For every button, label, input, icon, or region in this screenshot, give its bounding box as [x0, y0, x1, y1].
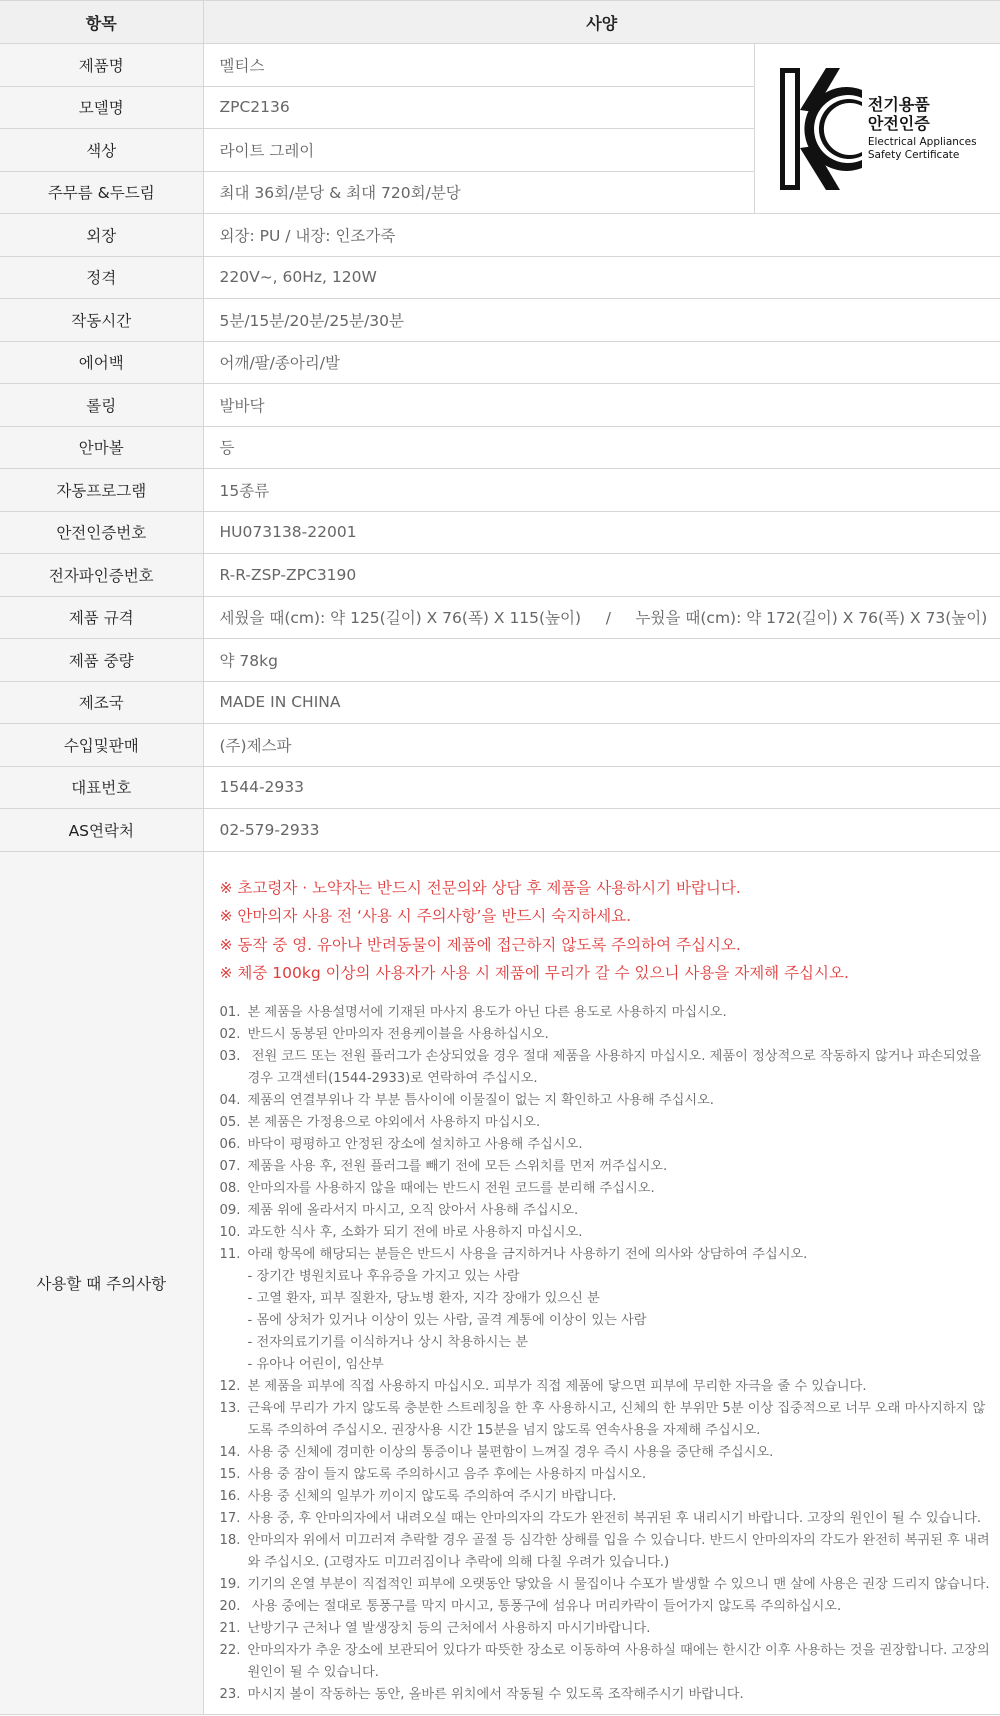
list-item [220, 1200, 991, 1222]
note-number: 08. [219, 1180, 241, 1196]
note-number: 14. [219, 1444, 241, 1460]
warning-item: ※ 안마의자 사용 전 ‘사용 시 주의사항’을 반드시 숙지하세요. [219, 907, 632, 925]
note-text: 근육에 무리가 가지 않도록 충분한 스트레칭을 한 후 사용하시고, 신체의 한 부위만 5분 이상 집중적으로 너무 오래 마사지하지 않도록 주의하여 주십시오. 권장사용 시간 15분을 넘지 않도록 연속사용을 자제해 주십시오. [247, 1400, 986, 1438]
caution-body [203, 851, 1000, 1714]
row-label: 전자파인증번호 [0, 554, 203, 597]
list-item [220, 1178, 991, 1200]
list-item [220, 1508, 991, 1530]
list-item [220, 1596, 991, 1618]
row-value: 5분/15분/20분/25분/30분 [203, 299, 1000, 342]
row-label: 제품 규격 [0, 596, 203, 639]
row-label: AS연락처 [0, 809, 203, 852]
table-row [0, 596, 1000, 639]
list-item [220, 1486, 991, 1508]
table-row [0, 681, 1000, 724]
note-number: 19. [219, 1576, 241, 1592]
note-text: 사용 중 잠이 들지 않도록 주의하시고 음주 후에는 사용하지 마십시오. [247, 1466, 647, 1482]
row-value: ZPC2136 [203, 86, 754, 129]
row-label: 제품 중량 [0, 639, 203, 682]
table-row [0, 341, 1000, 384]
row-value: 등 [203, 426, 1000, 469]
table-row [0, 214, 1000, 257]
table-row [0, 44, 1000, 87]
row-label: 제품명 [0, 44, 203, 87]
note-number: 10. [219, 1224, 241, 1240]
table-row [0, 511, 1000, 554]
note-text: 전원 코드 또는 전원 플러그가 손상되었을 경우 절대 제품을 사용하지 마십시오. 제품이 정상적으로 작동하지 않거나 파손되었을 경우 고객센터(1544-2933)로 연락하여 주십시오. [247, 1048, 986, 1086]
row-value: 15종류 [203, 469, 1000, 512]
note-text: 제품을 사용 후, 전원 플러그를 빼기 전에 모든 스위치를 먼저 꺼주십시오. [247, 1158, 668, 1174]
note-text: 반드시 동봉된 안마의자 전용케이블을 사용하십시오. [247, 1026, 549, 1042]
caution-row [0, 851, 1000, 1714]
note-text: 바닥이 평평하고 안정된 장소에 설치하고 사용해 주십시오. [247, 1136, 583, 1152]
note-number: 09. [219, 1202, 241, 1218]
list-item [220, 1134, 991, 1156]
sub-list-item: - 고열 환자, 피부 질환자, 당뇨병 환자, 지각 장애가 있으신 분 [247, 1290, 600, 1306]
row-value: 약 78kg [203, 639, 1000, 682]
note-number: 04. [219, 1092, 241, 1108]
list-item [220, 1442, 991, 1464]
warning-item: ※ 동작 중 영. 유아나 반려동물이 제품에 접근하지 않도록 주의하여 주십시오. [219, 935, 741, 954]
sub-list-item: - 몸에 상처가 있거나 이상이 있는 사람, 골격 계통에 이상이 있는 사람 [247, 1312, 647, 1328]
note-text: 안마의자 위에서 미끄러져 추락할 경우 골절 등 심각한 상해를 입을 수 있습니다. 반드시 안마의자의 각도가 완전히 복귀된 후 내려와 주십시오. (고령자도 미끄러짐이나 추락에 의해 다칠 우려가 있습니다.) [247, 1532, 990, 1570]
note-text: 사용 중, 후 안마의자에서 내려오실 때는 안마의자의 각도가 완전히 복귀된 후 내리시기 바랍니다. 고장의 원인이 될 수 있습니다. [247, 1510, 982, 1526]
note-number: 13. [219, 1400, 241, 1416]
row-label: 안전인증번호 [0, 511, 203, 554]
header-row [0, 1, 1000, 44]
note-number: 17. [219, 1510, 241, 1526]
note-number: 16. [219, 1488, 241, 1504]
row-value: HU073138-22001 [203, 511, 1000, 554]
row-value: 라이트 그레이 [203, 129, 754, 172]
note-number: 18. [219, 1532, 241, 1548]
note-text: 사용 중 신체의 일부가 끼이지 않도록 주의하여 주시기 바랍니다. [247, 1488, 617, 1504]
note-number: 22. [219, 1642, 241, 1658]
table-row [0, 766, 1000, 809]
list-item [220, 1618, 991, 1640]
note-text: 난방기구 근처나 열 발생장치 등의 근처에서 사용하지 마시기바랍니다. [247, 1620, 651, 1636]
row-value: 발바닥 [203, 384, 1000, 427]
warning-item: ※ 체중 100kg 이상의 사용자가 사용 시 제품에 무리가 갈 수 있으니 사용을 자제해 주십시오. [219, 964, 849, 982]
sub-list-item: - 장기간 병원치료나 후유증을 가지고 있는 사람 [247, 1268, 520, 1284]
list-item [220, 1684, 991, 1706]
caution-label: 사용할 때 주의사항 [0, 851, 203, 1714]
table-row [0, 384, 1000, 427]
note-number: 12. [219, 1378, 241, 1394]
row-label: 색상 [0, 129, 203, 172]
kc-mark [754, 44, 1000, 214]
note-text: 제품 위에 올라서지 마시고, 오직 앉아서 사용해 주십시오. [247, 1202, 579, 1218]
row-label: 정격 [0, 256, 203, 299]
table-row [0, 469, 1000, 512]
note-text: 안마의자를 사용하지 않을 때에는 반드시 전원 코드를 분리해 주십시오. [247, 1180, 655, 1196]
note-text: 본 제품을 사용설명서에 기재된 마사지 용도가 아닌 다른 용도로 사용하지 마십시오. [247, 1004, 727, 1020]
table-row [0, 639, 1000, 682]
sub-list-item: - 유아나 어린이, 임산부 [247, 1356, 384, 1372]
row-label: 수입및판매 [0, 724, 203, 767]
list-item [220, 1024, 991, 1046]
row-label: 에어백 [0, 341, 203, 384]
list-item [220, 1574, 991, 1596]
list-item [220, 1464, 991, 1486]
row-value: (주)제스파 [203, 724, 1000, 767]
list-item [220, 1002, 991, 1024]
table-row [0, 299, 1000, 342]
notes-list [220, 1002, 991, 1706]
note-number: 21. [219, 1620, 241, 1636]
row-label: 롤링 [0, 384, 203, 427]
row-value: 02-579-2933 [203, 809, 1000, 852]
note-number: 02. [219, 1026, 241, 1042]
note-number: 07. [219, 1158, 241, 1174]
list-item [220, 1090, 991, 1112]
note-text: 사용 중 신체에 경미한 이상의 통증이나 불편함이 느껴질 경우 즉시 사용을 중단해 주십시오. [247, 1444, 774, 1460]
note-number: 01. [219, 1004, 241, 1020]
row-value: 어깨/팔/종아리/발 [203, 341, 1000, 384]
header-item: 항목 [0, 1, 203, 44]
note-text: 제품의 연결부위나 각 부분 틈사이에 이물질이 없는 지 확인하고 사용해 주십시오. [247, 1092, 714, 1108]
table-row [0, 809, 1000, 852]
list-item [220, 1046, 991, 1090]
table-row [0, 554, 1000, 597]
note-number: 15. [219, 1466, 241, 1482]
note-text: 아래 항목에 해당되는 분들은 반드시 사용을 금지하거나 사용하기 전에 의사와 상담하여 주십시오. [247, 1246, 808, 1262]
list-item [220, 1530, 991, 1574]
row-label: 작동시간 [0, 299, 203, 342]
note-number: 23. [219, 1686, 241, 1702]
list-item [220, 1112, 991, 1134]
note-number: 11. [219, 1246, 241, 1262]
note-text: 기기의 온열 부분이 직접적인 피부에 오랫동안 닿았을 시 물집이나 수포가 발생할 수 있으니 맨 살에 사용은 권장 드리지 않습니다. [247, 1576, 990, 1592]
note-number: 03. [219, 1048, 241, 1064]
row-value: 최대 36회/분당 & 최대 720회/분당 [203, 171, 754, 214]
note-text: 사용 중에는 절대로 통풍구를 막지 마시고, 통풍구에 섬유나 머리카락이 들어가지 않도록 주의하십시오. [247, 1598, 842, 1614]
note-text: 본 제품은 가정용으로 야외에서 사용하지 마십시오. [247, 1114, 541, 1130]
note-text: 본 제품을 피부에 직접 사용하지 마십시오. 피부가 직접 제품에 닿으면 피부에 무리한 자극을 줄 수 있습니다. [247, 1378, 867, 1394]
row-value: 220V~, 60Hz, 120W [203, 256, 1000, 299]
row-value: 외장: PU / 내장: 인조가죽 [203, 214, 1000, 257]
list-item [220, 1244, 991, 1266]
header-spec: 사양 [203, 1, 1000, 44]
row-label: 제조국 [0, 681, 203, 724]
row-value: MADE IN CHINA [203, 681, 1000, 724]
note-text: 안마의자가 추운 장소에 보관되어 있다가 따뜻한 장소로 이동하여 사용하실 때에는 한시간 이후 사용하는 것을 권장합니다. 고장의 원인이 될 수 있습니다. [247, 1642, 990, 1680]
row-value: 멜티스 [203, 44, 754, 87]
note-text: 과도한 식사 후, 소화가 되기 전에 바로 사용하지 마십시오. [247, 1224, 583, 1240]
row-label: 모델명 [0, 86, 203, 129]
row-value: R-R-ZSP-ZPC3190 [203, 554, 1000, 597]
kc-text-en-2: Safety Certificate [867, 149, 960, 161]
row-label: 안마볼 [0, 426, 203, 469]
row-label: 대표번호 [0, 766, 203, 809]
row-value: 세웠을 때(cm): 약 125(길이) X 76(폭) X 115(높이) / 누웠을 때(cm): 약 172(길이) X 76(폭) X 73(높이) [203, 596, 1000, 639]
note-number: 05. [219, 1114, 241, 1130]
list-item [220, 1222, 991, 1244]
kc-text-ko-1: 전기용품 [867, 95, 930, 114]
kc-certification-logo [778, 66, 864, 192]
kc-text-ko-2: 안전인증 [867, 114, 930, 133]
warning-list [220, 874, 991, 988]
list-item [220, 1376, 991, 1398]
row-value: 1544-2933 [203, 766, 1000, 809]
kc-text-en-1: Electrical Appliances [867, 136, 977, 148]
row-label: 외장 [0, 214, 203, 257]
warning-item: ※ 초고령자 · 노약자는 반드시 전문의와 상담 후 제품을 사용하시기 바랍니다. [219, 878, 741, 897]
note-text: 마시지 볼이 작동하는 동안, 올바른 위치에서 작동될 수 있도록 조작해주시기 바랍니다. [247, 1686, 744, 1702]
row-label: 주무름 &두드림 [0, 171, 203, 214]
table-row [0, 724, 1000, 767]
list-item [220, 1640, 991, 1684]
row-label: 자동프로그램 [0, 469, 203, 512]
note-number: 20. [219, 1598, 241, 1614]
note-number: 06. [219, 1136, 241, 1152]
table-row [0, 256, 1000, 299]
list-item [220, 1398, 991, 1442]
sub-list-item: - 전자의료기기를 이식하거나 상시 착용하시는 분 [247, 1334, 528, 1350]
table-row [0, 426, 1000, 469]
list-item [220, 1156, 991, 1178]
